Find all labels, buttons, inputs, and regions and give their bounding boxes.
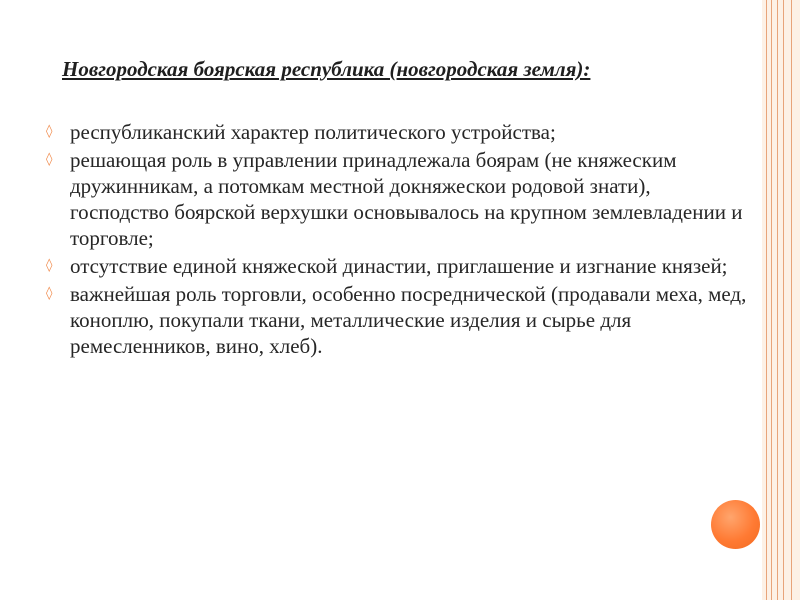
bullet-text: отсутствие единой княжеской династии, приглашение и изгнание князей; (70, 254, 728, 278)
orange-circle-decoration (711, 500, 760, 549)
bullet-marker-icon: ◊ (46, 286, 53, 301)
decorative-frame (762, 0, 800, 600)
bullet-marker-icon: ◊ (46, 124, 53, 139)
frame-line (771, 0, 772, 600)
bullet-item (46, 253, 751, 279)
frame-line (777, 0, 778, 600)
bullet-item (46, 281, 751, 359)
bullet-marker-icon: ◊ (46, 152, 53, 167)
bullet-marker-icon: ◊ (46, 258, 53, 273)
bullet-text: важнейшая роль торговли, особенно посреднической (продавали меха, мед, коноплю, покупали ткани, металлические изделия и сырье для ремесленников, вино, хлеб). (70, 282, 747, 358)
frame-line (791, 0, 792, 600)
bullet-text: республиканский характер политического устройства; (70, 120, 556, 144)
bullet-item (46, 147, 751, 251)
bullet-list (46, 119, 751, 361)
bullet-text: решающая роль в управлении принадлежала боярам (не княжеским дружинникам, а потомкам местной докняжескои родовой знати), господство боярской верхушки основывалось на крупном землевладении и торговле; (70, 148, 743, 250)
frame-line (766, 0, 767, 600)
bullet-item (46, 119, 751, 145)
slide-title: Новгородская боярская республика (новгородская земля): (62, 57, 591, 81)
frame-line (783, 0, 784, 600)
